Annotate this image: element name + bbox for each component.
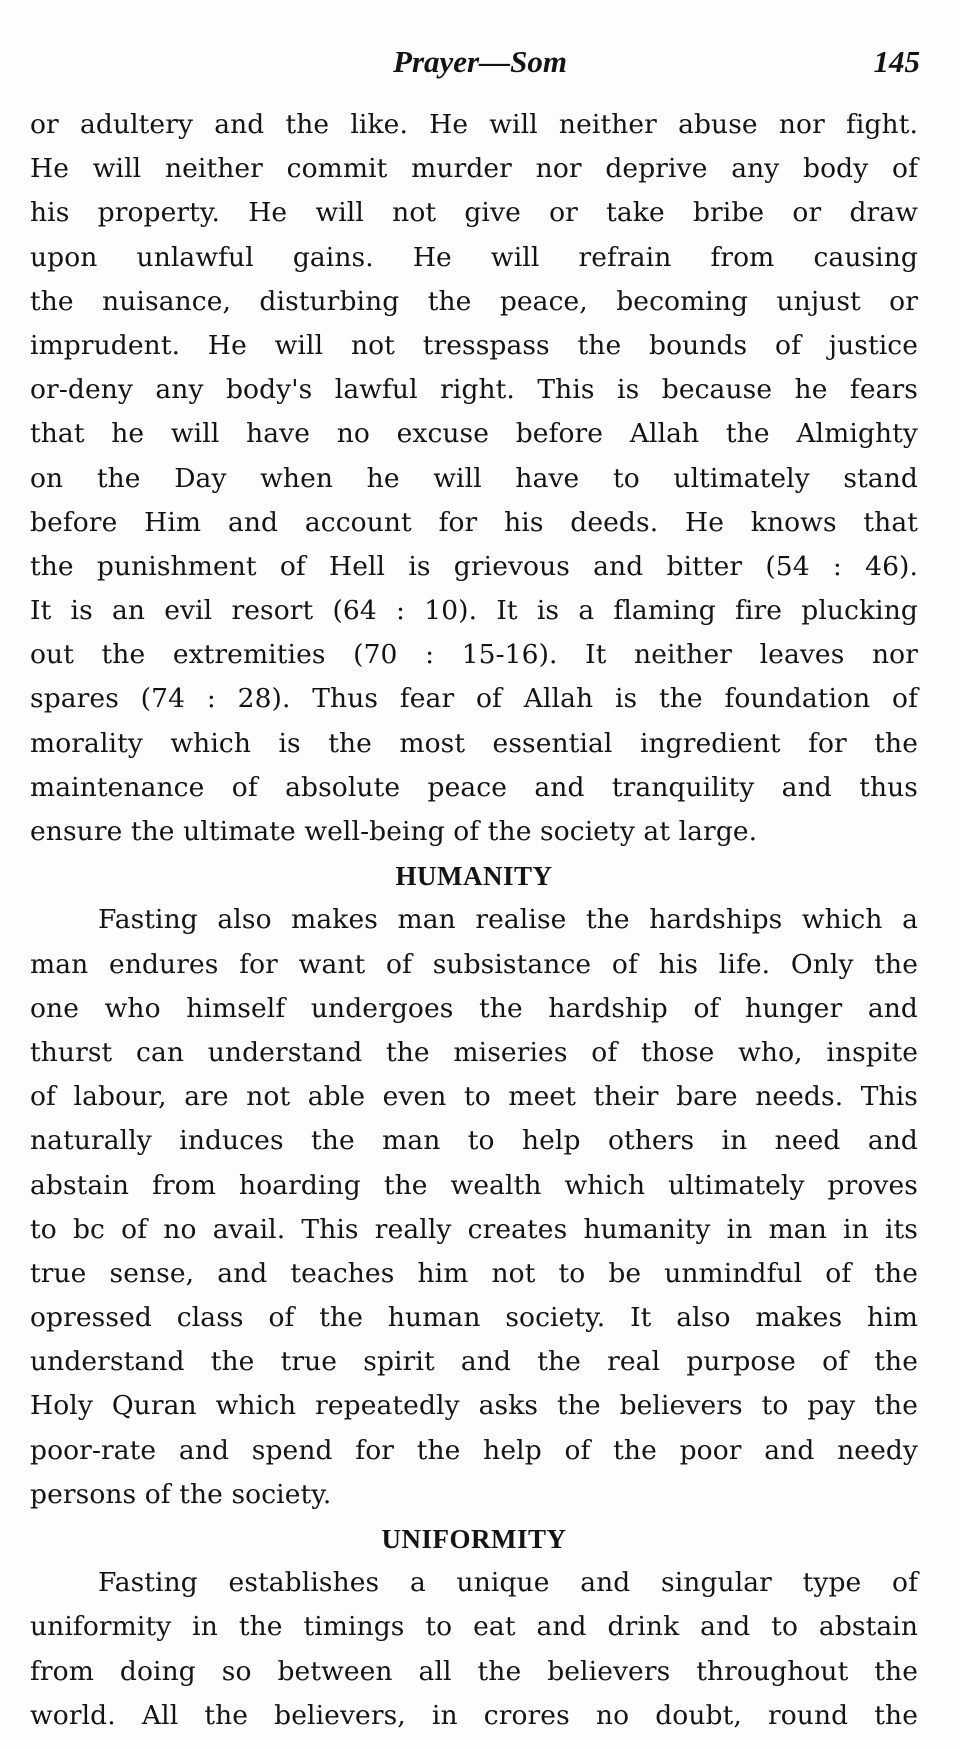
text-line: imprudent. He will not tresspass the bounds of justice	[30, 329, 918, 361]
text-line: Fasting also makes man realise the hardships which a	[98, 904, 918, 936]
section-heading: UNIFORMITY	[381, 1524, 567, 1554]
text-line: true sense, and teaches him not to be unmindful of the	[30, 1257, 918, 1289]
text-line: persons of the society.	[30, 1478, 332, 1510]
text-line: opressed class of the human society. It also makes him	[30, 1302, 918, 1334]
text-line: naturally induces the man to help others in need and	[30, 1125, 918, 1157]
running-head-title: Prayer—Som	[393, 44, 567, 79]
text-line: morality which is the most essential ingredient for the	[30, 727, 918, 759]
section-heading: HUMANITY	[395, 861, 553, 892]
text-line: maintenance of absolute peace and tranquility and thus	[30, 771, 918, 803]
text-line: He will neither commit murder nor deprive any body of	[30, 153, 918, 185]
text-line: from doing so between all the believers throughout the	[30, 1655, 918, 1687]
text-line: understand the true spirit and the real purpose of the	[30, 1346, 918, 1378]
text-line: upon unlawful gains. He will refrain from causing	[30, 241, 918, 273]
text-line: Fasting establishes a unique and singular type of	[98, 1567, 918, 1599]
text-line: abstain from hoarding the wealth which ultimately proves	[30, 1169, 918, 1201]
text-line: out the extremities (70 : 15-16). It neither leaves nor	[30, 639, 918, 671]
text-line: world. All the believers, in crores no doubt, round the	[30, 1699, 918, 1731]
page-number: 145	[873, 44, 920, 79]
text-line: poor-rate and spend for the help of the poor and needy	[30, 1434, 918, 1466]
text-line: It is an evil resort (64 : 10). It is a flaming fire plucking	[30, 595, 918, 627]
text-line: that he will have no excuse before Allah the Almighty	[30, 418, 918, 450]
text-line: to bc of no avail. This really creates humanity in man in its	[30, 1213, 918, 1245]
running-head	[0, 40, 960, 84]
text-line: Holy Quran which repeatedly asks the believers to pay the	[30, 1390, 918, 1422]
text-line: thurst can understand the miseries of those who, inspite	[30, 1036, 918, 1068]
page-body	[30, 103, 918, 1738]
text-line: of labour, are not able even to meet their bare needs. This	[30, 1081, 918, 1113]
text-line: uniformity in the timings to eat and drink and to abstain	[30, 1611, 918, 1643]
text-line: before Him and account for his deeds. He knows that	[30, 506, 918, 538]
text-line: ensure the ultimate well-being of the society at large.	[30, 816, 758, 847]
text-line: or adultery and the like. He will neither abuse nor fight.	[30, 109, 918, 140]
text-line: the nuisance, disturbing the peace, becoming unjust or	[30, 285, 918, 317]
text-line: the punishment of Hell is grievous and bitter (54 : 46).	[30, 550, 918, 582]
text-line: on the Day when he will have to ultimately stand	[30, 462, 918, 494]
text-line: his property. He will not give or take bribe or draw	[30, 197, 918, 229]
text-line: one who himself undergoes the hardship of hunger and	[30, 992, 918, 1024]
text-line: man endures for want of subsistance of his life. Only the	[30, 948, 918, 980]
text-line: or-deny any body's lawful right. This is because he fears	[30, 374, 918, 406]
text-line: spares (74 : 28). Thus fear of Allah is the foundation of	[30, 683, 918, 715]
